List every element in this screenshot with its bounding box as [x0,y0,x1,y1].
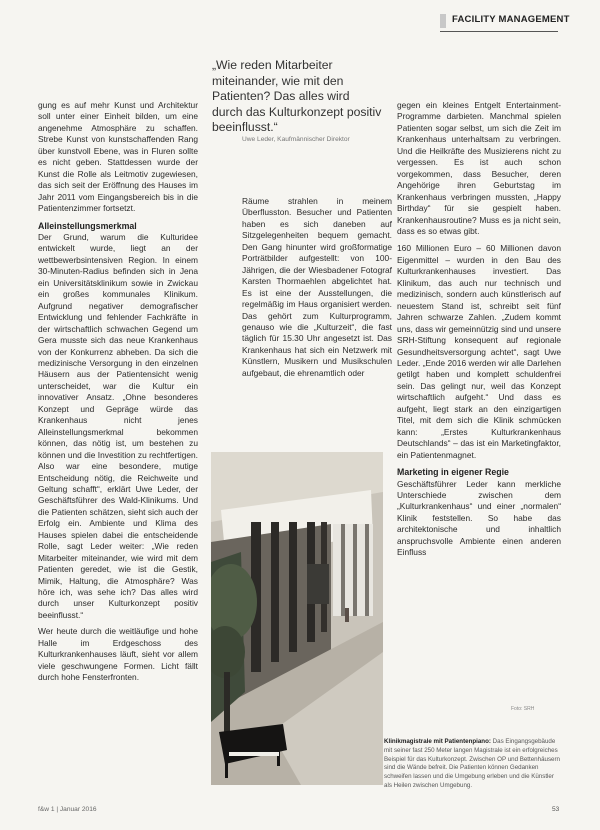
section-title: FACILITY MANAGEMENT [452,14,570,25]
pull-quote: „Wie reden Mitarbeiter miteinander, wie mit den Patienten? Das alles wird durch das Kulturkonzept positiv beeinflusst.“ [212,58,382,135]
subheading: Marketing in eigener Regie [397,467,509,478]
paragraph: gegen ein kleines Entgelt Entertainment-Programme darbieten. Manchmal spielen Patienten sogar selbst, um sich die Zeit im Krankenhaus unterhaltsam zu verbringen. Und die Heilkräfte des Musizierens nicht zu vergessen. Es ist auch schon vorgekommen, dass Besucher, deren Angehörige ihren Geburtstag im Krankenhaus verbringen mussten, „Happy Birthday“ für sie gespielt haben. Krankenhausroutine? Muss es ja nicht sein, dass es so etwas gibt. [397,100,561,236]
text-column-middle [242,196,392,379]
text-column-right [397,100,561,559]
paragraph: 160 Millionen Euro – 60 Millionen davon Eigenmittel – wurden in den Bau des Kulturkrankenhauses investiert. Das Klinikum, das auch nur technisch und medizinisch, sondern auch künstlerisch auf neuestem Stand ist, schreibt seit fünf Jahren schwarze Zahlen. „Zudem kommt uns, dass wir gemeinnützig sind und unsere SRH-Stiftung konsequent auf regionale Gesundheitsversorgung achtet“, sagt Uwe Leder. „Ende 2016 werden wir alle Darlehen getilgt haben und komplett schuldenfrei sein. Das gelingt nur, weil das Konzept wirtschaftlich aufgeht.“ Und dass es aufgeht, liegt stark an den einzigartigen Titel, mit dem sich die Klinik schmücken kann: „Erstes Kulturkrankenhaus Deutschlands“ – das ist ein Marketingfaktor, ein Patientenmagnet. [397,243,561,460]
caption-text: Das Eingangsgebäude mit seiner fast 250 Meter langen Magistrale ist ein erfolgreiches Beispiel für das Kulturkonzept. Zwischen OP und Bettenhäusern sind die Wände befreit. Die Patienten können Gedanken schweifen lassen und die Umgebung erleben und die Künstler als Heilen zwischen Umgebung. [384,738,560,789]
footer-issue-text: f&w 1 | Januar 2016 [38,806,97,813]
header-rule [440,31,558,32]
footer-issue [38,806,97,813]
hallway-photo [211,452,383,785]
page-number: 53 [552,806,560,813]
paragraph: Wer heute durch die weitläufige und hohe Halle im Erdgeschoss des Kulturkrankenhauses läuft, sieht vor allem viele geschwungene Formen. Licht fällt durch hohe Fensterfronten. [38,626,198,683]
paragraph: Räume strahlen in meinem Überflusston. Besucher und Patienten haben es sich daneben auf Sitzgelegenheiten bequem gemacht. Den Gang hinunter wird großformatige Porträtbilder aufgestellt: von 100-Jährigen, die der Wiesbadener Fotograf Karsten Thormaehlen abgelichtet hat. Es ist eine der Ausstellungen, die regelmäßig im Haus organisiert werden. Das gehört zum Kulturprogramm, genauso wie die „Kulturzeit“, die fast täglich für 15.30 Uhr angesetzt ist. Das Krankenhaus hat sich ein Netzwerk mit Künstlern, Musikern und Musikschulen aufgebaut, die ehrenamtlich oder [242,196,392,378]
paragraph: Der Grund, warum die Kulturidee entwickelt wurde, liegt an der wettbewerbsintensiven Region. In einem 30-Minuten-Radius befinden sich in Jena ein Universitätsklinikum sowie in Zwickau ein großes kommunales Klinikum. Aufgrund negativer demografischer Entwicklung und fehlender Fachkräfte in der wirtschaftlich schwachen Gegend um Gera musste sich das neue Krankenhaus von der Konkurrenz abheben. Da sich die medizinische Versorgung in den einzelnen Häusern aus der Patientensicht wenig unterscheidet, war die Kultur ein innovativer Ansatz. „Ohne besonderes Konzept und Gepräge würde das Krankenhaus nicht jenes Alleinstellungsmerkmal bekommen können, das nötig ist, um bestehen zu können und die Investition zu rechtfertigen. Also war eine besondere, mutige Entscheidung nötig, die Reichweite und Geltung schafft“, erklärt Uwe Leder, der Geschäftsführer des Wald-Klinikums. Und die Patienten schätzen, sieht sich auch der Erfolg ein. Ambiente und Klima des Hauses spielen dabei die entscheidende Rolle, sagt Leder weiter: „Wie reden Mitarbeiter miteinander, wie wird mit dem Patienten geredet, wie ist die Gestik, Mimik, Haltung, die Atmosphäre? Was höre ich, was sehe ich? Das alles wird durch unser Kulturkonzept positiv beeinflusst.“ [38,231,198,620]
hallway-photo-image [211,452,383,785]
subheading: Alleinstellungsmerkmal [38,220,137,231]
section-marker [440,14,446,28]
text-column-left [38,100,198,684]
pull-quote-source: Uwe Leder, Kaufmännischer Direktor [242,136,350,143]
paragraph: Geschäftsführer Leder kann merkliche Unterschiede zwischen dem „Kulturkrankenhaus“ und einer „normalen“ Klinik feststellen. So habe das architektonische und inhaltlich anspruchsvolle Ambiente einen anderen Einfluss [397,478,561,558]
photo-caption [384,738,560,791]
photo-credit: Foto: SRH [511,706,535,712]
paragraph: gung es auf mehr Kunst und Architektur soll unter einer Einheit bilden, um eine angenehme Atmosphäre zu schaffen. Strebe Kunst von kunstschaffenden Rang über kunstvoll Ebene, was in Fluren sollte es nicht geben. Stattdessen wurde der Kunst die Rolle als Leitmotiv zugewiesen, das sich seit der Eröffnung des Hauses im Jahr 2011 vom Eingangsbereich bis in die Patientenzimmer fortsetzt. [38,100,198,214]
caption-title: Klinikmagistrale mit Patientenpiano: [384,738,491,745]
